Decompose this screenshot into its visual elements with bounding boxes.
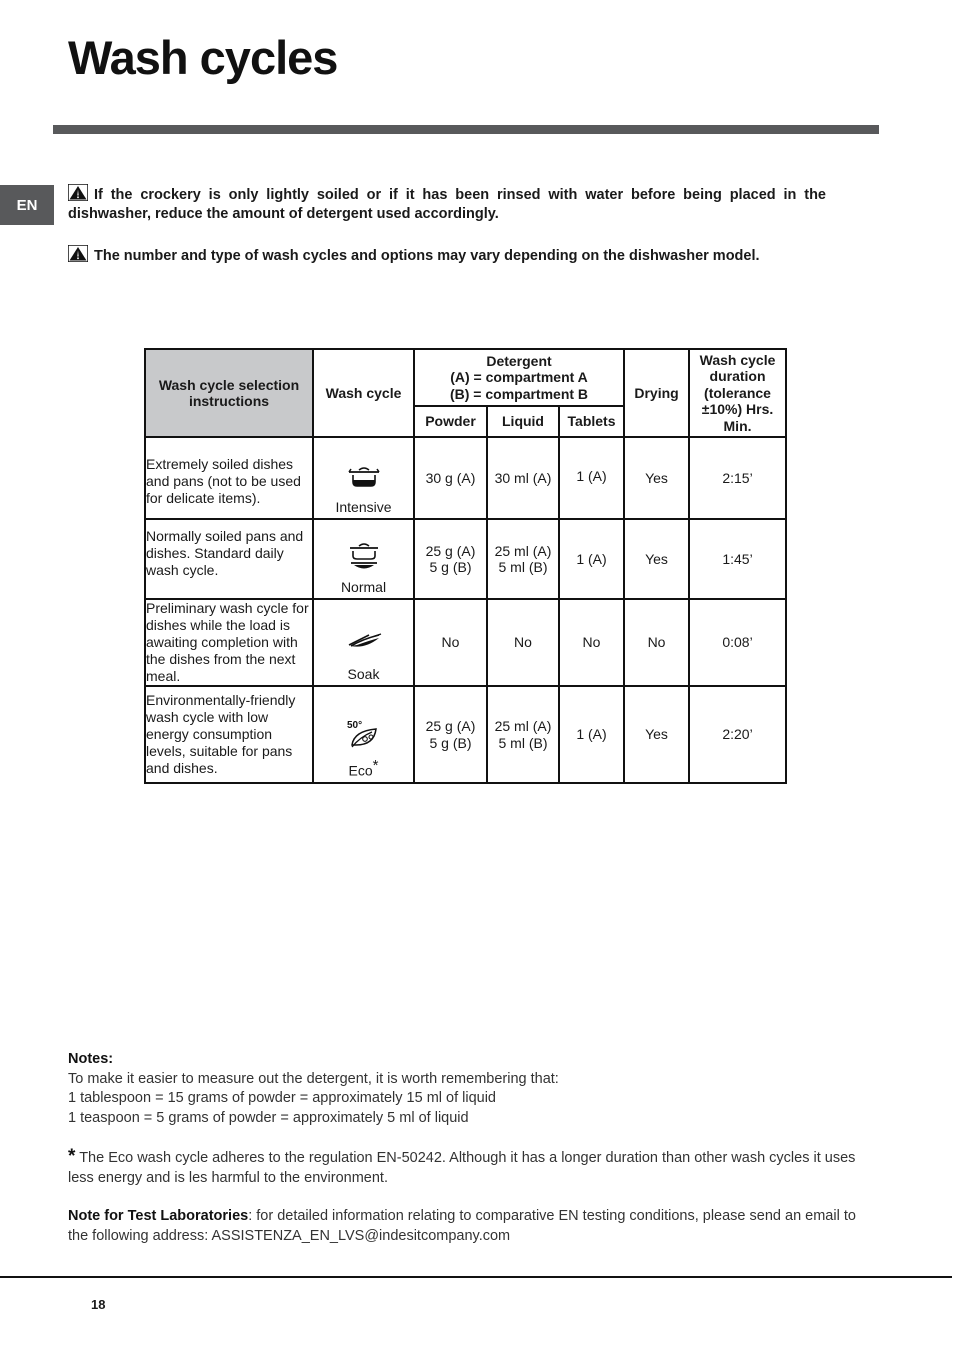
row-tablets: 1 (A) bbox=[559, 437, 624, 519]
row-instructions: Environmentally-friendly wash cycle with low energy consumption levels, suitable for pans and dishes. bbox=[145, 686, 313, 783]
lab-note-text: : for detailed information relating to comparative EN testing conditions, please send an email to the following address: ASSISTENZA_EN_LVS@indesitcompany.com bbox=[68, 1208, 856, 1244]
cycle-name-text: Eco bbox=[348, 763, 373, 779]
header-powder: Powder bbox=[414, 406, 487, 437]
powder-value: 5 g (B) bbox=[429, 559, 472, 575]
row-tablets: No bbox=[559, 599, 624, 686]
detergent-compartment-b: (B) = compartment B bbox=[449, 385, 589, 402]
header-detergent bbox=[414, 349, 624, 406]
table-row bbox=[145, 599, 786, 686]
eco-asterisk: * bbox=[372, 757, 379, 775]
row-liquid bbox=[487, 686, 559, 783]
intensive-pot-icon bbox=[347, 466, 381, 488]
cycle-name: Intensive bbox=[335, 499, 392, 515]
table-row bbox=[145, 519, 786, 599]
row-wash-cycle bbox=[313, 437, 414, 519]
row-duration: 2:15’ bbox=[689, 437, 786, 519]
liquid-value: No bbox=[514, 634, 532, 651]
eco-note-text: The Eco wash cycle adheres to the regulation EN-50242. Although it has a longer duration than other wash cycles it uses less energy and is les harmful to the environment. bbox=[68, 1150, 856, 1186]
table-header-row bbox=[145, 349, 786, 406]
detergent-compartment-a: (A) = compartment A bbox=[450, 369, 588, 386]
soak-plate-icon bbox=[345, 632, 383, 650]
notes-block bbox=[68, 1050, 863, 1128]
header-wash-cycle: Wash cycle bbox=[313, 349, 414, 437]
eco-temperature-label: 50° bbox=[346, 720, 362, 731]
detergent-title: Detergent bbox=[486, 352, 552, 369]
powder-value: 5 g (B) bbox=[429, 734, 472, 751]
row-instructions: Normally soiled pans and dishes. Standard daily wash cycle. bbox=[145, 519, 313, 599]
powder-value: 25 g (A) bbox=[425, 542, 476, 559]
header-liquid: Liquid bbox=[487, 406, 559, 437]
powder-value: 25 g (A) bbox=[425, 718, 476, 734]
header-drying: Drying bbox=[624, 349, 689, 437]
row-drying: Yes bbox=[624, 686, 689, 783]
language-tab: EN bbox=[0, 185, 54, 225]
page-number: 18 bbox=[91, 1297, 106, 1312]
header-duration: Wash cycle duration (tolerance ±10%) Hrs. Min. bbox=[689, 349, 786, 437]
liquid-value: 25 ml (A) bbox=[494, 542, 552, 559]
row-liquid bbox=[487, 599, 559, 686]
cycle-name bbox=[314, 757, 413, 779]
normal-pot-icon bbox=[347, 542, 381, 572]
warning-triangle-icon bbox=[68, 184, 88, 201]
row-drying: No bbox=[624, 599, 689, 686]
warning-model-varies bbox=[68, 245, 848, 266]
row-duration: 1:45’ bbox=[689, 519, 786, 599]
header-rule bbox=[53, 125, 879, 134]
page-title: Wash cycles bbox=[68, 31, 338, 84]
row-tablets: 1 (A) bbox=[559, 686, 624, 783]
eco-footnote bbox=[68, 1146, 863, 1188]
cycle-name: Soak bbox=[347, 666, 380, 682]
row-powder bbox=[414, 519, 487, 599]
liquid-value: 30 ml (A) bbox=[494, 469, 552, 486]
liquid-value: 25 ml (A) bbox=[494, 718, 552, 734]
footer-rule bbox=[0, 1276, 952, 1278]
row-liquid bbox=[487, 519, 559, 599]
test-lab-note bbox=[68, 1207, 863, 1246]
notes-line: To make it easier to measure out the detergent, it is worth remembering that: bbox=[68, 1070, 559, 1087]
notes-heading: Notes: bbox=[68, 1051, 114, 1067]
row-wash-cycle bbox=[313, 519, 414, 599]
row-instructions: Preliminary wash cycle for dishes while the load is awaiting completion with the dishes from the next meal. bbox=[145, 599, 313, 686]
row-liquid bbox=[487, 437, 559, 519]
row-drying: Yes bbox=[624, 437, 689, 519]
liquid-value: 5 ml (B) bbox=[498, 734, 548, 751]
notes-line: 1 tablespoon = 15 grams of powder = approximately 15 ml of liquid bbox=[68, 1090, 496, 1106]
header-instructions: Wash cycle selection instructions bbox=[145, 349, 313, 437]
row-powder bbox=[414, 599, 487, 686]
row-wash-cycle bbox=[313, 599, 414, 686]
warning-text: If the crockery is only lightly soiled or if it has been rinsed with water before being placed in the dishwasher, reduce the amount of detergent used accordingly. bbox=[68, 187, 826, 222]
row-instructions: Extremely soiled dishes and pans (not to be used for delicate items). bbox=[145, 437, 313, 519]
row-tablets: 1 (A) bbox=[559, 519, 624, 599]
warning-triangle-icon bbox=[68, 245, 88, 262]
liquid-value: 5 ml (B) bbox=[498, 559, 548, 575]
eco-50-leaf-icon bbox=[346, 717, 382, 749]
warning-text: The number and type of wash cycles and options may vary depending on the dishwasher model. bbox=[94, 248, 760, 264]
footnote-asterisk: * bbox=[68, 1146, 76, 1167]
row-drying: Yes bbox=[624, 519, 689, 599]
powder-value: No bbox=[441, 634, 460, 651]
wash-cycles-table bbox=[144, 348, 787, 784]
lab-note-label: Note for Test Laboratories bbox=[68, 1208, 249, 1224]
row-powder bbox=[414, 437, 487, 519]
header-tablets: Tablets bbox=[559, 406, 624, 437]
warning-light-soil bbox=[68, 184, 826, 224]
row-wash-cycle bbox=[313, 686, 414, 783]
row-duration: 2:20’ bbox=[689, 686, 786, 783]
notes-line: 1 teaspoon = 5 grams of powder = approximately 5 ml of liquid bbox=[68, 1109, 469, 1126]
cycle-name: Normal bbox=[340, 579, 387, 595]
table-row bbox=[145, 437, 786, 519]
table-row bbox=[145, 686, 786, 783]
row-duration: 0:08’ bbox=[689, 599, 786, 686]
powder-value: 30 g (A) bbox=[425, 469, 476, 486]
row-powder bbox=[414, 686, 487, 783]
